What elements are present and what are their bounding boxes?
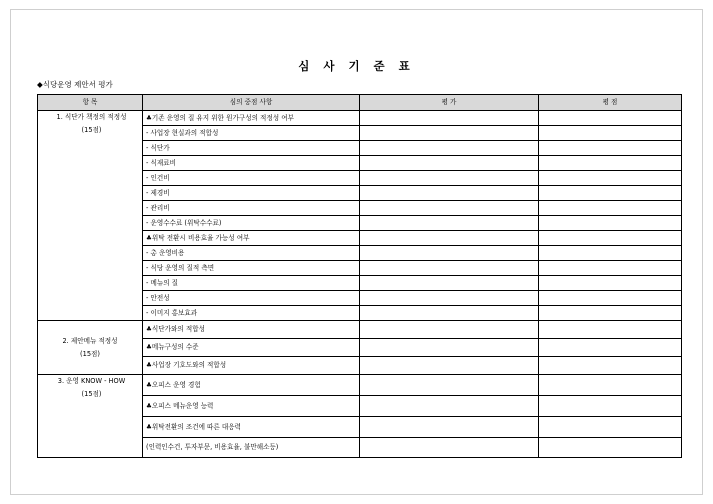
evaluation-cell[interactable] (360, 231, 539, 246)
group-cell-1 (38, 111, 143, 321)
score-cell[interactable] (539, 396, 682, 417)
evaluation-cell[interactable] (360, 141, 539, 156)
criteria-cell: ♣식단가와의 적합성 (143, 321, 360, 339)
score-cell[interactable] (539, 156, 682, 171)
group-cell-2 (38, 321, 143, 375)
criteria-cell: - 메뉴의 질 (143, 276, 360, 291)
evaluation-cell[interactable] (360, 276, 539, 291)
score-cell[interactable] (539, 357, 682, 375)
evaluation-cell[interactable] (360, 201, 539, 216)
criteria-cell: - 인건비 (143, 171, 360, 186)
table-row (38, 375, 682, 396)
group-points: (15점) (81, 390, 102, 398)
score-cell[interactable] (539, 246, 682, 261)
score-cell[interactable] (539, 186, 682, 201)
criteria-cell: ♣위탁전환의 조건에 따른 대응력 (143, 417, 360, 438)
score-cell[interactable] (539, 417, 682, 438)
criteria-cell: ♣오피스 메뉴운영 능력 (143, 396, 360, 417)
group-title: 3. 운영 KNOW - HOW (57, 377, 126, 385)
evaluation-cell[interactable] (360, 417, 539, 438)
criteria-cell: - 총 운영비용 (143, 246, 360, 261)
criteria-cell: - 안전성 (143, 291, 360, 306)
criteria-cell: - 운영수수료 (위탁수수료) (143, 216, 360, 231)
header-criteria: 심의 중점 사항 (143, 95, 360, 111)
score-cell[interactable] (539, 375, 682, 396)
score-cell[interactable] (539, 276, 682, 291)
evaluation-cell[interactable] (360, 396, 539, 417)
evaluation-cell[interactable] (360, 321, 539, 339)
evaluation-cell[interactable] (360, 126, 539, 141)
score-cell[interactable] (539, 339, 682, 357)
criteria-cell: (인력인수건, 투자부문, 비용효율, 불만해소등) (143, 438, 360, 458)
evaluation-cell[interactable] (360, 438, 539, 458)
score-cell[interactable] (539, 141, 682, 156)
criteria-cell: - 관리비 (143, 201, 360, 216)
evaluation-cell[interactable] (360, 186, 539, 201)
criteria-cell: ♣위탁 전환시 비용효율 가능성 여부 (143, 231, 360, 246)
score-cell[interactable] (539, 306, 682, 321)
score-cell[interactable] (539, 438, 682, 458)
score-cell[interactable] (539, 126, 682, 141)
header-item: 항 목 (38, 95, 143, 111)
criteria-cell: - 식재료비 (143, 156, 360, 171)
group-title: 2. 제안메뉴 적정성 (62, 336, 118, 345)
score-cell[interactable] (539, 261, 682, 276)
score-cell[interactable] (539, 111, 682, 126)
section-heading: ◆식당운영 제안서 평가 (37, 80, 113, 89)
evaluation-cell[interactable] (360, 246, 539, 261)
evaluation-cell[interactable] (360, 156, 539, 171)
criteria-cell: - 식단가 (143, 141, 360, 156)
score-cell[interactable] (539, 171, 682, 186)
evaluation-cell[interactable] (360, 291, 539, 306)
score-cell[interactable] (539, 201, 682, 216)
group-points: (15점) (80, 349, 100, 358)
header-evaluation: 평 가 (360, 95, 539, 111)
score-cell[interactable] (539, 231, 682, 246)
table-row (38, 111, 682, 126)
criteria-cell: ♣메뉴구성의 수준 (143, 339, 360, 357)
evaluation-cell[interactable] (360, 171, 539, 186)
header-row (38, 95, 682, 111)
evaluation-cell[interactable] (360, 261, 539, 276)
criteria-cell: ♣사업장 기호도와의 적합성 (143, 357, 360, 375)
evaluation-cell[interactable] (360, 375, 539, 396)
evaluation-cell[interactable] (360, 339, 539, 357)
criteria-cell: ♣오피스 운영 경험 (143, 375, 360, 396)
criteria-cell: - 제경비 (143, 186, 360, 201)
header-score: 평 점 (539, 95, 682, 111)
score-cell[interactable] (539, 291, 682, 306)
evaluation-cell[interactable] (360, 111, 539, 126)
evaluation-cell[interactable] (360, 357, 539, 375)
group-points: (15점) (81, 126, 102, 134)
table-row (38, 321, 682, 339)
evaluation-table (37, 94, 682, 458)
criteria-cell: - 식당 운영의 질적 측면 (143, 261, 360, 276)
score-cell[interactable] (539, 321, 682, 339)
score-cell[interactable] (539, 216, 682, 231)
document-title: 심 사 기 준 표 (298, 59, 415, 73)
group-title: 1. 식단가 책정의 적정성 (56, 113, 127, 121)
evaluation-cell[interactable] (360, 216, 539, 231)
evaluation-cell[interactable] (360, 306, 539, 321)
group-cell-3 (38, 375, 143, 458)
criteria-cell: - 이미지 홍보효과 (143, 306, 360, 321)
criteria-cell: - 사업장 현실과의 적합성 (143, 126, 360, 141)
criteria-cell: ♣기존 운영의 질 유지 위한 원가구성의 적정성 여부 (143, 111, 360, 126)
